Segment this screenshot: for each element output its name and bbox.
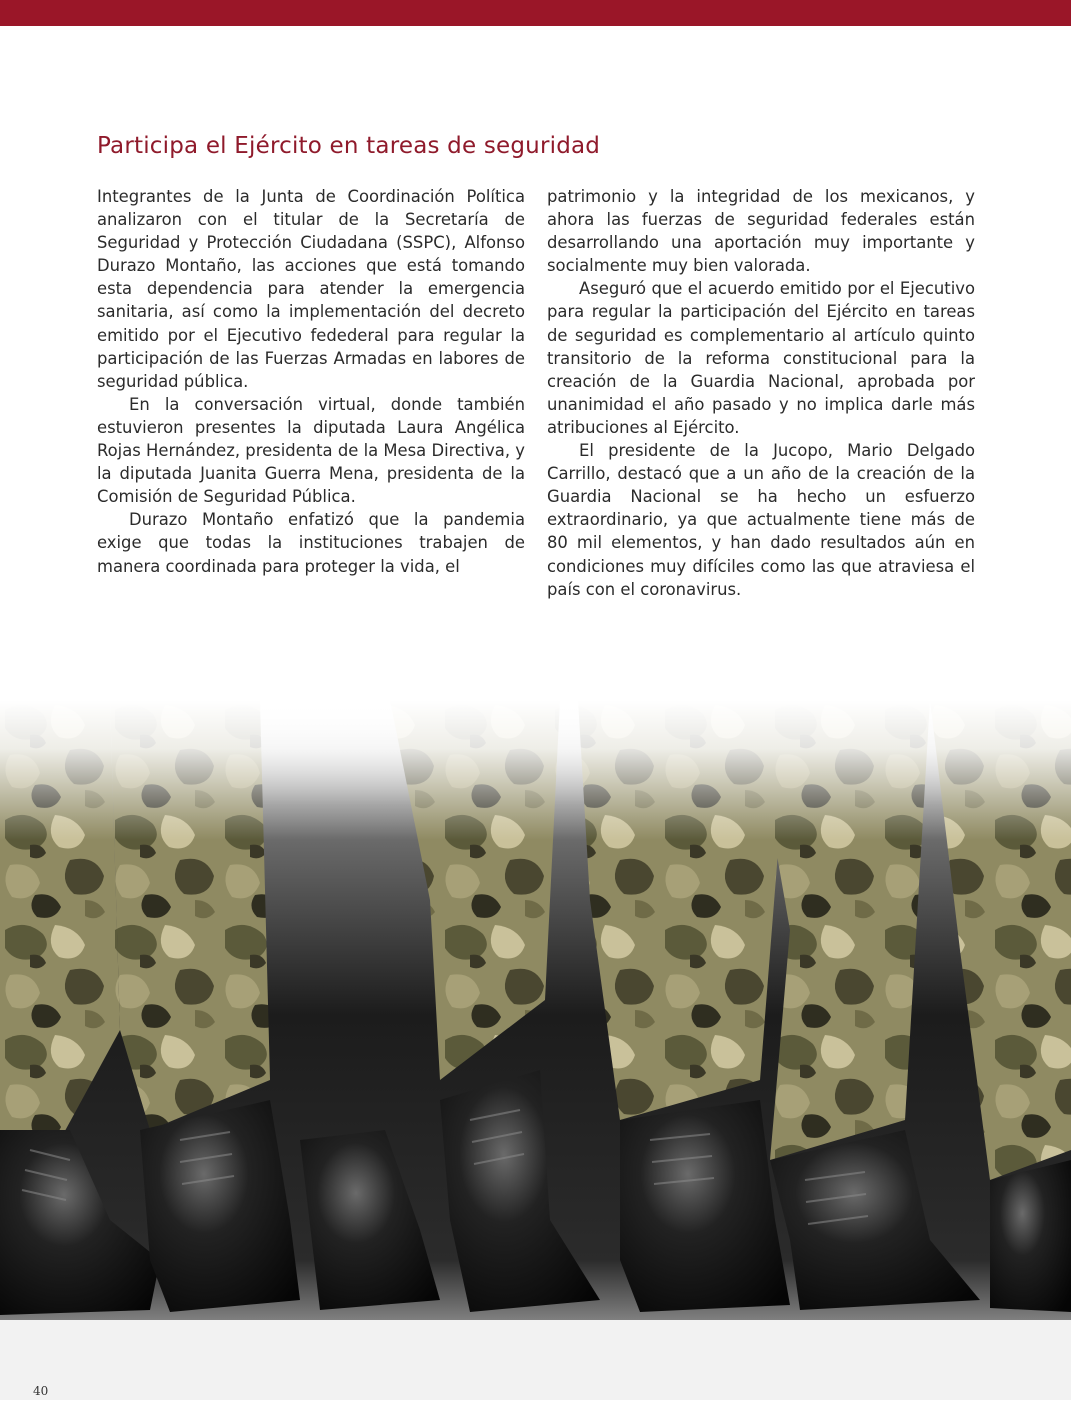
article-column-left bbox=[97, 185, 525, 578]
paragraph: En la conversación virtual, donde también estuvieron presentes la diputada Laura Angélica Rojas Hernández, presidenta de la Mesa Directiva, y la diputada Juanita Guerra Mena, presidenta de la Comisión de Seguridad Pública. bbox=[97, 394, 525, 507]
paragraph: Durazo Montaño enfatizó que la pandemia exige que todas la instituciones trabajen de manera coordinada para proteger la vida, el bbox=[97, 510, 525, 576]
paragraph: Aseguró que el acuerdo emitido por el Ejecutivo para regular la participación del Ejército en tareas de seguridad es complementario al artículo quinto transitorio de la reforma constitucional para la creación de la Guardia Nacional, aprobada por unanimidad el año pasado y no implica darle más atribuciones al Ejército. bbox=[547, 279, 975, 437]
paragraph: patrimonio y la integridad de los mexicanos, y ahora las fuerzas de seguridad federales están desarrollando una aportación muy importante y socialmente muy bien valorada. bbox=[547, 187, 975, 276]
top-accent-bar bbox=[0, 0, 1071, 26]
paragraph: Integrantes de la Junta de Coordinación Política analizaron con el titular de la Secretaría de Seguridad y Protección Ciudadana (SSPC), Alfonso Durazo Montaño, las acciones que está tomando esta dependencia para atender la emergencia sanitaria, así como la implementación del decreto emitido por el Ejecutivo fedederal para regular la participación de las Fuerzas Armadas en labores de seguridad pública. bbox=[97, 187, 525, 391]
paragraph: El presidente de la Jucopo, Mario Delgado Carrillo, destacó que a un año de la creación de la Guardia Nacional se ha hecho un esfuerzo extraordinario, ya que actualmente tiene más de 80 mil elementos, y han dado resultados aún en condiciones muy difíciles como las que atraviesa el país con el coronavirus. bbox=[547, 441, 975, 599]
article-column-right bbox=[547, 185, 975, 601]
soldiers-boots-photo bbox=[0, 700, 1071, 1400]
article-title: Participa el Ejército en tareas de seguridad bbox=[97, 133, 601, 159]
page-number: 40 bbox=[33, 1384, 49, 1398]
